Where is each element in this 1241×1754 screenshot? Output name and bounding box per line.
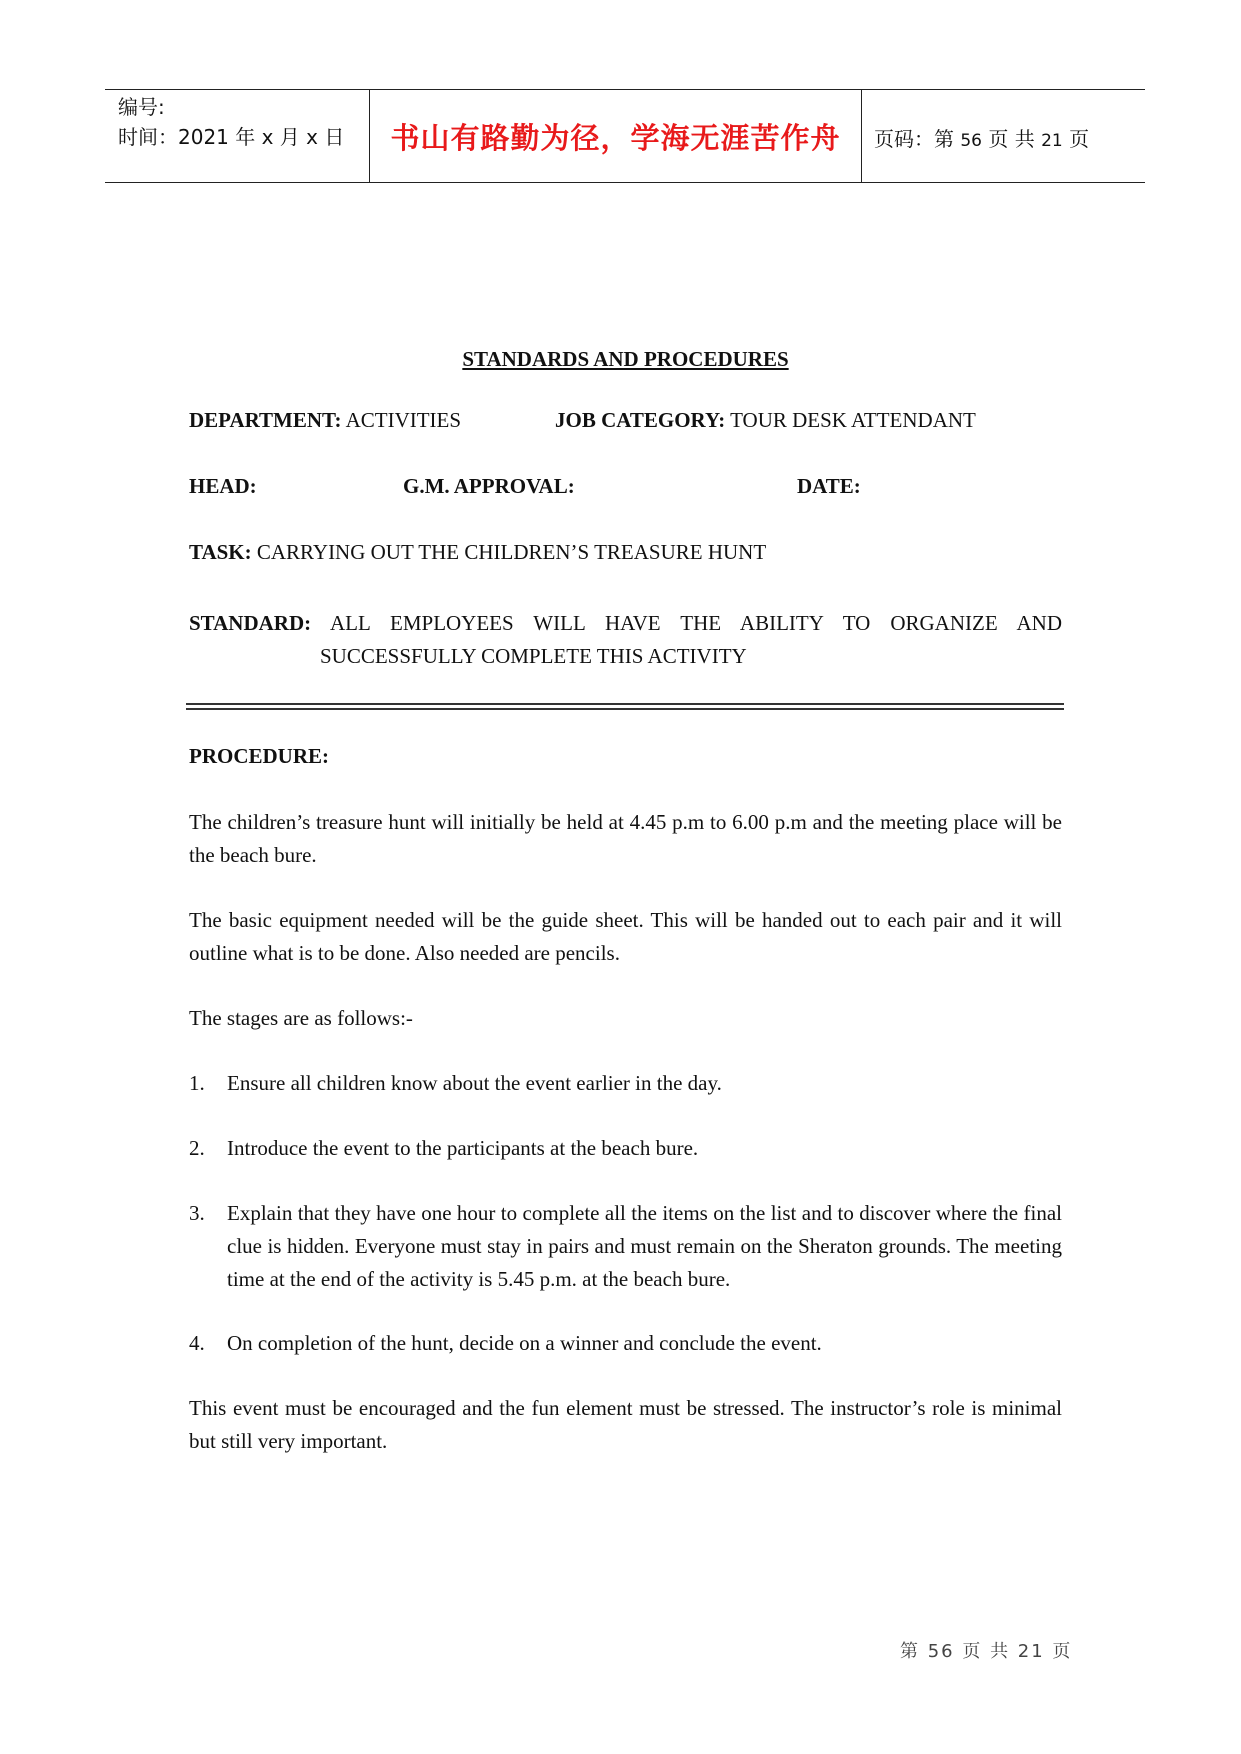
list-item — [189, 1132, 1062, 1165]
standard-label: STANDARD: — [189, 611, 312, 635]
page-suffix: 页 — [1069, 127, 1090, 151]
paragraph-timing: The children’s treasure hunt will initially be held at 4.45 p.m to 6.00 p.m and the meeting place will be the beach bure. — [189, 810, 1062, 867]
list-item-number: 2. — [189, 1136, 205, 1160]
page-footer: 第 56 页 共 21 页 — [900, 1641, 1073, 1662]
procedure-label: PROCEDURE: — [189, 744, 329, 768]
list-item-text: Explain that they have one hour to complete all the items on the list and to discover where the final clue is hidden. Everyone must stay in pairs and must remain on the Sheraton grounds. The meeting time at the end of the activity is 5.45 p.m. at the beach bure. — [227, 1201, 1062, 1291]
header-top-rule — [105, 89, 1145, 90]
header-divider-right — [861, 89, 862, 183]
list-item — [189, 1327, 1062, 1360]
department-value: ACTIVITIES — [345, 408, 462, 432]
paragraph-closing: This event must be encouraged and the fun element must be stressed. The instructor’s role is minimal but still very important. — [189, 1396, 1062, 1453]
job-category-row — [555, 408, 976, 433]
standard-block — [189, 607, 1062, 673]
standard-line-1 — [189, 607, 1062, 640]
date-label: DATE: — [797, 474, 861, 498]
job-category-label: JOB CATEGORY: — [555, 408, 726, 432]
department-row — [189, 408, 461, 433]
date-line: 时间：2021 年 x 月 x 日 — [118, 125, 345, 149]
standard-text-1: ALL EMPLOYEES WILL HAVE THE ABILITY TO ORGANIZE AND — [329, 611, 1062, 635]
list-item-number: 3. — [189, 1201, 205, 1225]
head-label: HEAD: — [189, 474, 257, 498]
list-item-text: On completion of the hunt, decide on a winner and conclude the event. — [227, 1331, 822, 1355]
header-motto: 书山有路勤为径，学海无涯苦作舟 — [390, 121, 841, 155]
task-row — [189, 540, 766, 565]
section-rule-top — [186, 703, 1064, 707]
serial-number-label: 编号: — [118, 95, 165, 119]
paragraph-equipment: The basic equipment needed will be the guide sheet. This will be handed out to each pair and it will outline what is to be done. Also needed are pencils. — [189, 908, 1062, 965]
page-total: 21 — [1041, 131, 1063, 151]
list-item-text: Ensure all children know about the event earlier in the day. — [227, 1071, 722, 1095]
gm-approval-label: G.M. APPROVAL: — [403, 474, 575, 498]
list-item-number: 1. — [189, 1071, 205, 1095]
list-item — [189, 1197, 1062, 1296]
page-prefix: 页码：第 — [874, 127, 954, 151]
section-rule-bottom — [186, 708, 1064, 712]
header-bottom-rule — [105, 182, 1145, 183]
page-mid: 页 共 — [988, 127, 1035, 151]
department-label: DEPARTMENT: — [189, 408, 342, 432]
standard-text-2: SUCCESSFULLY COMPLETE THIS ACTIVITY — [320, 644, 747, 668]
header-page-number — [874, 123, 1089, 152]
list-item — [189, 1067, 1062, 1100]
list-item-text: Introduce the event to the participants at the beach bure. — [227, 1136, 699, 1160]
header-meta — [118, 92, 344, 152]
document-title: STANDARDS AND PROCEDURES — [462, 347, 789, 371]
job-category-value: TOUR DESK ATTENDANT — [730, 408, 976, 432]
list-item-number: 4. — [189, 1331, 205, 1355]
task-value: CARRYING OUT THE CHILDREN’S TREASURE HUNT — [256, 540, 767, 564]
task-label: TASK: — [189, 540, 252, 564]
paragraph-stages-intro: The stages are as follows:- — [189, 1006, 413, 1030]
page-current: 56 — [960, 131, 982, 151]
